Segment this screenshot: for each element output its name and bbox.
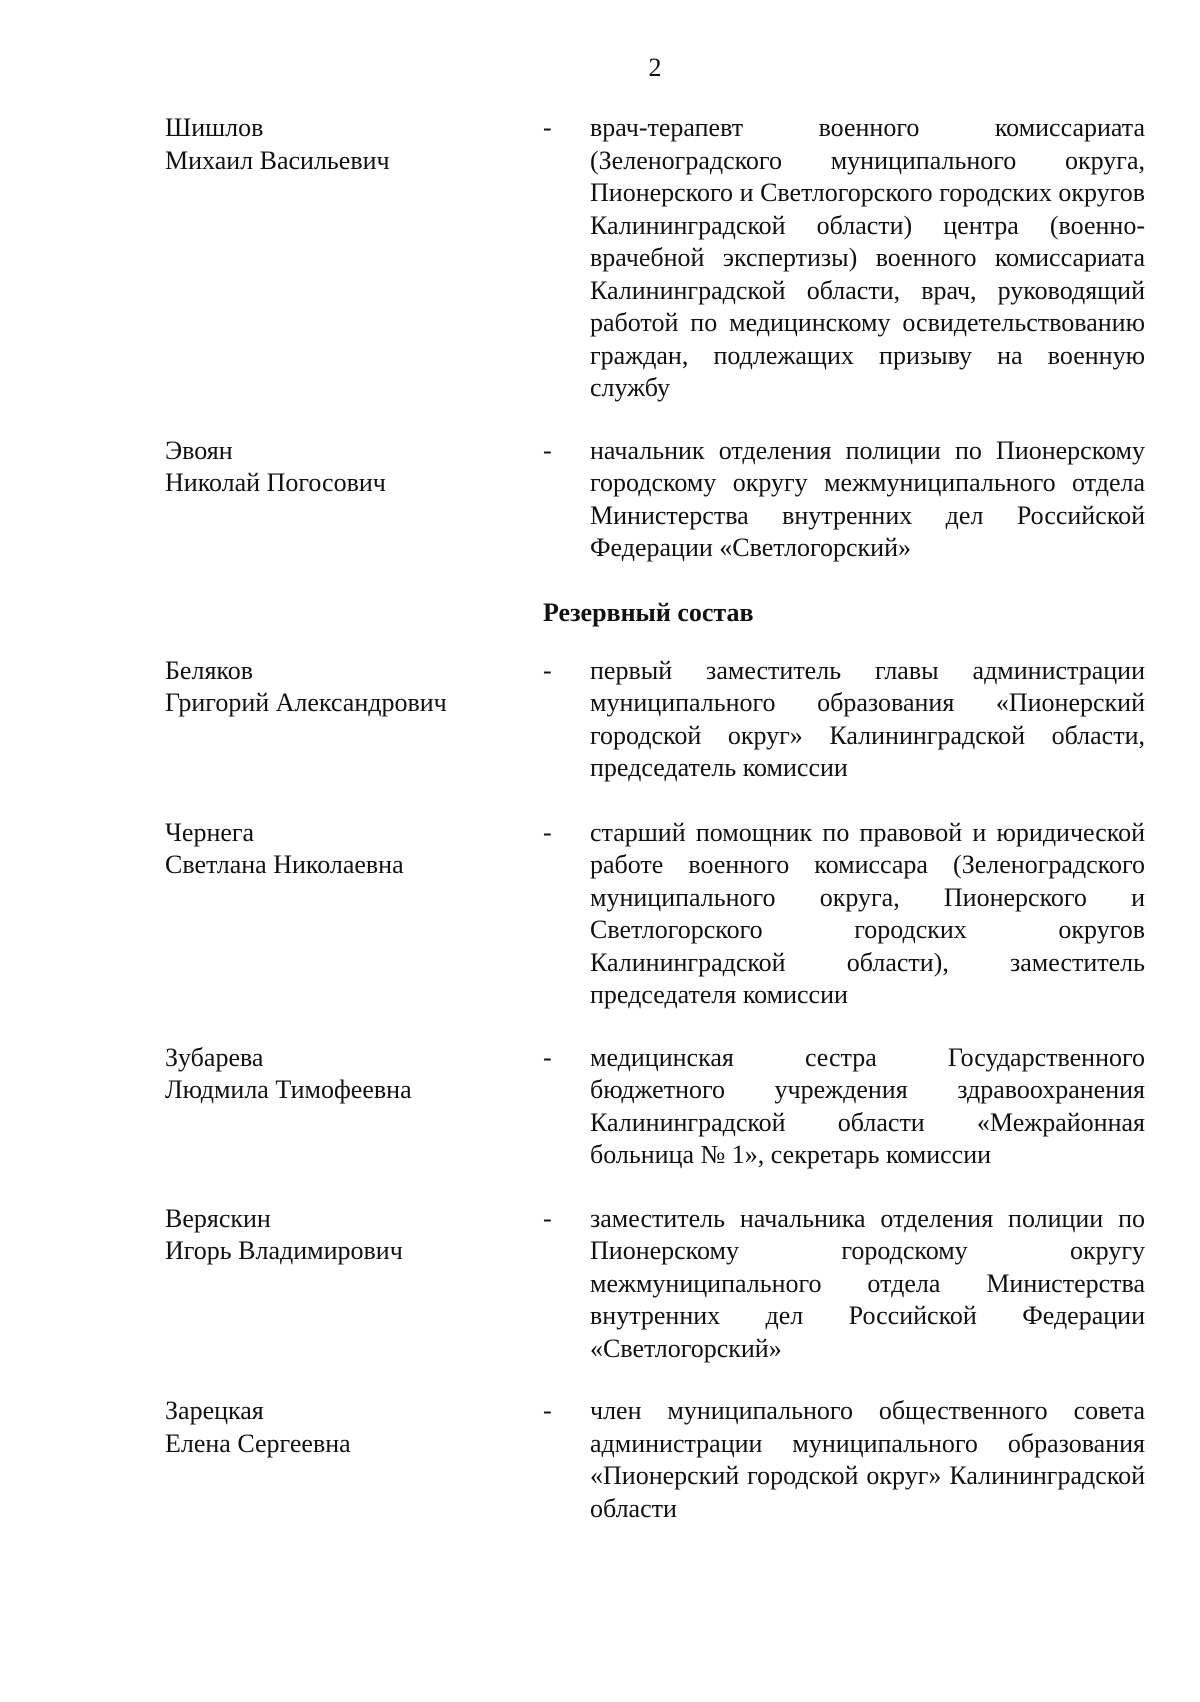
member-name bbox=[165, 1203, 543, 1268]
member-given-name: Григорий Александрович bbox=[165, 688, 447, 717]
member-position: начальник отделения полиции по Пионерскому городскому округу межмуниципального отдела Министерства внутренних дел Российской Федерации «Светлогорский» bbox=[590, 435, 1145, 562]
member-entry bbox=[165, 112, 1145, 405]
member-name bbox=[165, 1042, 543, 1107]
member-surname: Веряскин bbox=[165, 1203, 271, 1233]
member-given-name: Николай Погосович bbox=[165, 468, 386, 497]
member-surname: Зарецкая bbox=[165, 1396, 264, 1425]
member-position: член муниципального общественного совета администрации муниципального образования «Пионерский городской округ» Калининградской области bbox=[590, 1396, 1145, 1523]
member-name bbox=[165, 112, 543, 177]
member-surname: Зубарева bbox=[165, 1042, 264, 1072]
member-given-name: Людмила Тимофеевна bbox=[165, 1075, 412, 1104]
member-position: врач-терапевт военного комиссариата (Зеленоградского муниципального округа, Пионерского и Светлогорского городских округов Калининградской области) центра (военно-врачебной экспертизы) военного комиссариата Калининградской области, врач, руководящий работой по медицинскому освидетельствованию граждан, подлежащих призыву на военную службу bbox=[590, 113, 1145, 402]
commission-member-list bbox=[165, 112, 1145, 1525]
entry-dash: - bbox=[543, 655, 552, 685]
member-name bbox=[165, 1395, 543, 1460]
member-position: заместитель начальника отделения полиции по Пионерскому городскому округу межмуниципального отдела Министерства внутренних дел Российской Федерации «Светлогорский» bbox=[590, 1203, 1145, 1363]
member-given-name: Михаил Васильевич bbox=[165, 145, 390, 175]
member-entry bbox=[165, 1203, 1145, 1366]
member-entry bbox=[165, 1042, 1145, 1172]
member-surname: Чернега bbox=[165, 817, 255, 847]
entry-dash: - bbox=[543, 113, 552, 142]
member-given-name: Елена Сергеевна bbox=[165, 1428, 351, 1458]
member-given-name: Светлана Николаевна bbox=[165, 850, 404, 879]
member-given-name: Игорь Владимирович bbox=[165, 1236, 403, 1265]
member-entry bbox=[165, 817, 1145, 1012]
entry-dash: - bbox=[543, 1203, 552, 1233]
member-entry bbox=[165, 1395, 1145, 1525]
member-position: медицинская сестра Государственного бюджетного учреждения здравоохранения Калининградской области «Межрайонная больница № 1», секретарь комиссии bbox=[590, 1042, 1145, 1169]
member-entry bbox=[165, 435, 1145, 565]
entry-dash: - bbox=[543, 1396, 552, 1425]
member-surname: Беляков bbox=[165, 655, 253, 685]
member-surname: Шишлов bbox=[165, 113, 264, 142]
member-name bbox=[165, 817, 543, 882]
page-number: 2 bbox=[648, 53, 662, 82]
entry-dash: - bbox=[543, 1042, 552, 1072]
member-surname: Эвоян bbox=[165, 435, 233, 465]
member-name bbox=[165, 435, 543, 500]
member-entry bbox=[165, 655, 1145, 785]
entry-dash: - bbox=[543, 435, 552, 465]
section-heading-reserve: Резервный состав bbox=[543, 597, 754, 627]
member-position: старший помощник по правовой и юридической работе военного комиссара (Зеленоградского муниципального округа, Пионерского и Светлогорского городских округов Калининградской области), заместитель председателя комиссии bbox=[590, 817, 1145, 1009]
member-name bbox=[165, 655, 543, 720]
entry-dash: - bbox=[543, 817, 552, 847]
member-position: первый заместитель главы администрации муниципального образования «Пионерский городской округ» Калининградской области, председатель комиссии bbox=[590, 655, 1145, 782]
